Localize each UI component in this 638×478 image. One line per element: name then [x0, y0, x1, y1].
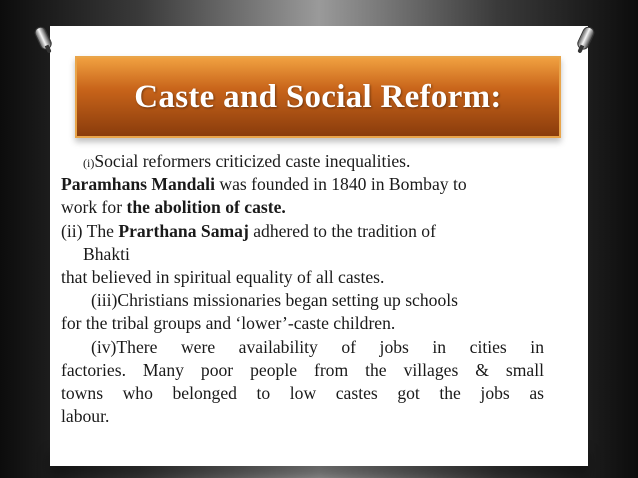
slide-title: Caste and Social Reform: [134, 78, 502, 115]
slide-body [61, 150, 544, 428]
body-line-1: (i)Social reformers criticized caste inequalities. [83, 151, 411, 171]
body-line-12: labour. [61, 406, 110, 427]
body-line-5: Bhakti [83, 243, 130, 264]
body-line-4: (ii) The Prarthana Samaj adhered to the tradition of [61, 220, 436, 241]
body-line-8: for the tribal groups and ‘lower’-caste children. [61, 313, 396, 334]
body-line-6: that believed in spiritual equality of all castes. [61, 266, 385, 287]
body-line-3: work for the abolition of caste. [61, 197, 286, 218]
title-banner [75, 56, 561, 138]
body-line-7: (iii)Christians missionaries began setting up schools [91, 290, 458, 311]
body-line-10: factories. Many poor people from the villages & small [61, 359, 544, 380]
body-line-11: towns who belonged to low castes got the jobs as [61, 382, 544, 403]
body-line-9: (iv)There were availability of jobs in cities in [91, 336, 544, 357]
body-line-2: Paramhans Mandali was founded in 1840 in Bombay to [61, 174, 467, 195]
